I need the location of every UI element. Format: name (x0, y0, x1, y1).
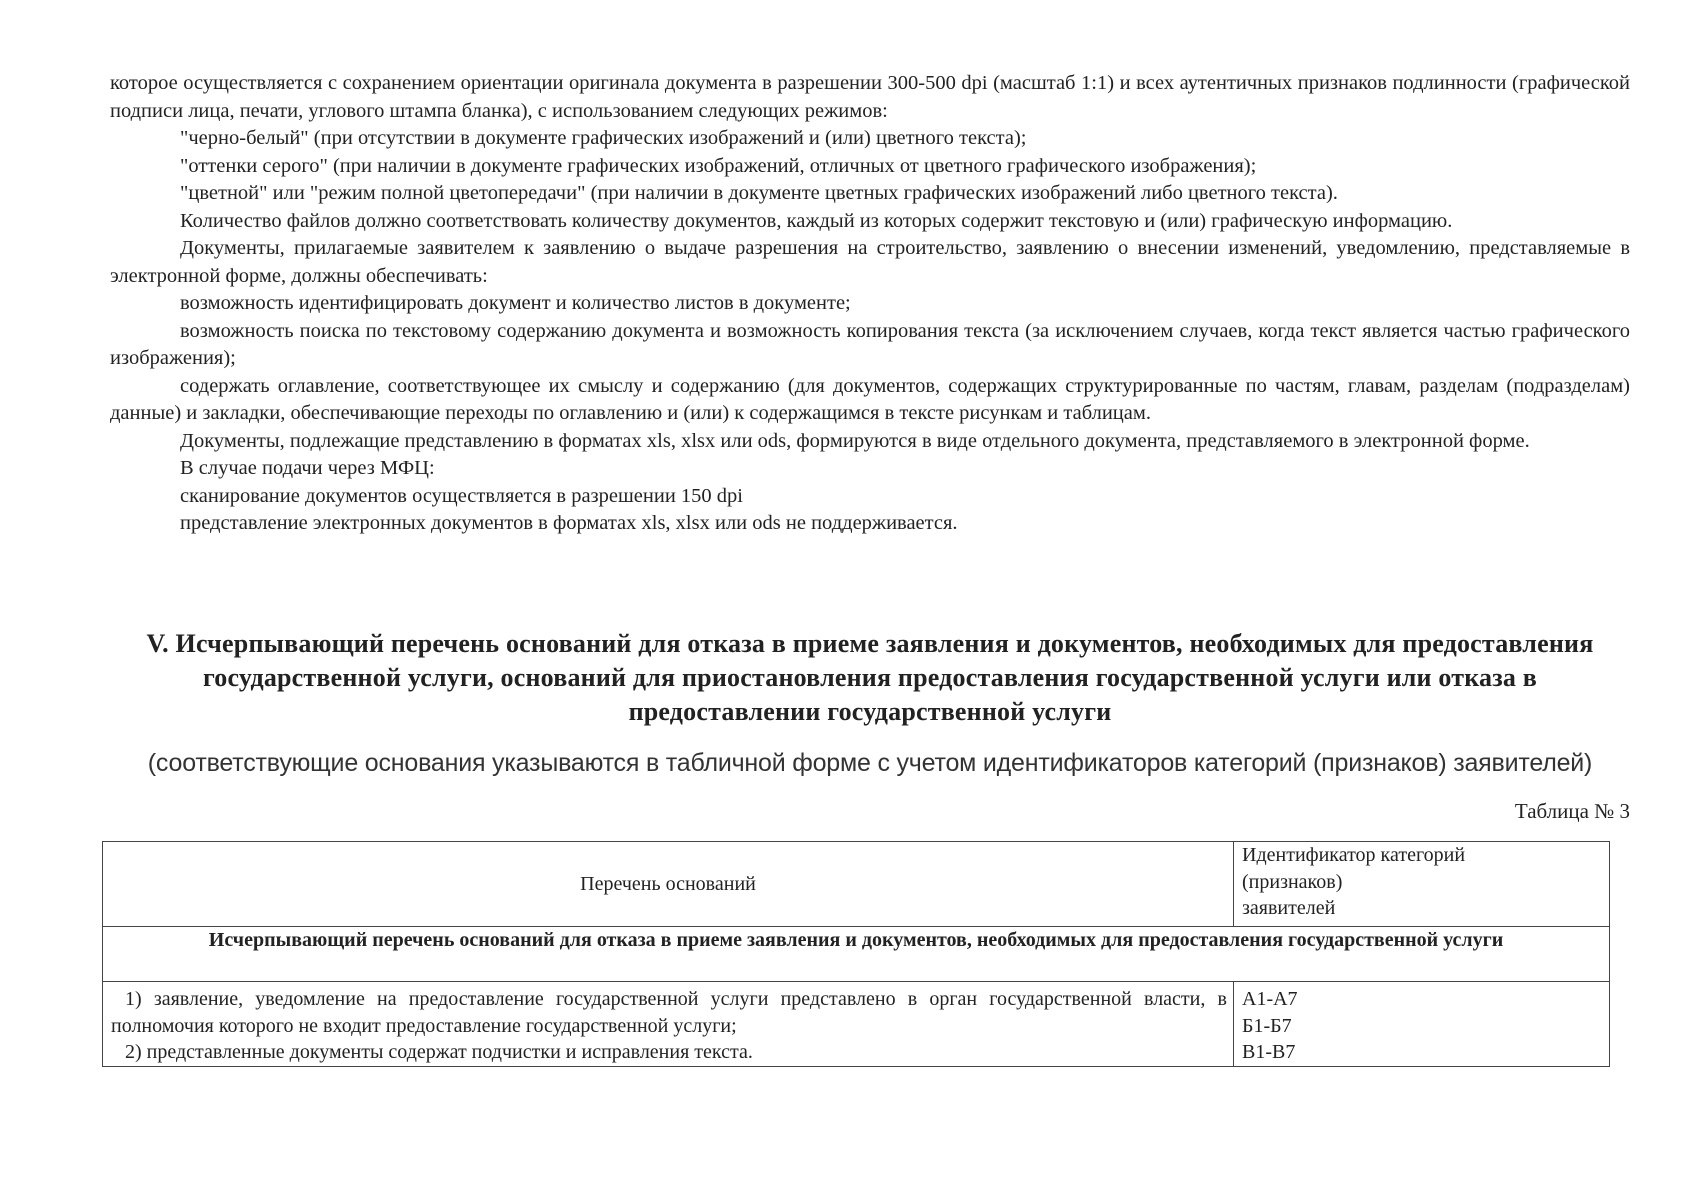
identifier-value: В1-В7 (1242, 1041, 1296, 1063)
grounds-item: 2) представленные документы содержат подчистки и исправления текста. (125, 1041, 753, 1063)
table-row (103, 982, 1610, 1067)
paragraph: "черно-белый" (при отсутствии в документе графических изображений и (или) цветного текста); (180, 127, 1027, 149)
header-identifier (1234, 842, 1610, 927)
paragraph: "оттенки серого" (при наличии в документе графических изображений, отличных от цветного графического изображения); (180, 154, 1257, 177)
table-label: Таблица № 3 (1514, 799, 1630, 823)
paragraph: представление электронных документов в форматах xls, xlsx или ods не поддерживается. (180, 512, 958, 534)
identifier-value: А1-А7 (1242, 988, 1298, 1010)
section-subheading: (соответствующие основания указываются в табличной форме с учетом идентификаторов категорий (признаков) заявителей) (147, 749, 1593, 777)
paragraph: возможность поиска по текстовому содержанию документа и возможность копирования текста (за исключением случаев, когда текст является частью графического изображения); (110, 319, 1630, 369)
header-identifier-line: заявителей (1242, 897, 1336, 919)
grounds-item: 1) заявление, уведомление на предоставление государственной услуги представлено в орган государственной власти, в полномочия которого не входит предоставление государственной услуги; (111, 988, 1227, 1037)
table-header-row (103, 842, 1610, 927)
header-identifier-line: (признаков) (1242, 870, 1343, 893)
paragraph: Документы, подлежащие представлению в форматах xls, xlsx или ods, формируются в виде отдельного документа, представляемого в электронной форме. (180, 429, 1530, 452)
grounds-cell (103, 982, 1234, 1067)
paragraph: которое осуществляется с сохранением ориентации оригинала документа в разрешении 300-500 dpi (масштаб 1:1) и всех аутентичных признаков подлинности (графической подписи лица, печати, углового штампа бланка), с использованием следующих режимов: (110, 72, 1630, 122)
table-section-row (103, 927, 1610, 982)
identifier-value: Б1-Б7 (1242, 1014, 1292, 1037)
paragraph: сканирование документов осуществляется в разрешении 150 dpi (180, 484, 743, 507)
header-identifier-line: Идентификатор категорий (1242, 844, 1466, 866)
identifier-cell (1234, 982, 1610, 1067)
paragraph: Количество файлов должно соответствовать количеству документов, каждый из которых содержит текстовую и (или) графическую информацию. (180, 209, 1453, 232)
paragraph: "цветной" или "режим полной цветопередачи" (при наличии в документе цветных графических изображений либо цветного текста). (180, 182, 1338, 204)
body-text (110, 70, 1630, 538)
section-heading: V. Исчерпывающий перечень оснований для отказа в приеме заявления и документов, необходимых для предоставления государственной услуги, оснований для приостановления предоставления государственной услуги или отказа в предоставлении государственной услуги (146, 629, 1594, 726)
paragraph: возможность идентифицировать документ и количество листов в документе; (180, 292, 851, 314)
grounds-table (102, 841, 1610, 1067)
paragraph: содержать оглавление, соответствующее их смыслу и содержанию (для документов, содержащих структурированные по частям, главам, разделам (подразделам) данные) и закладки, обеспечивающие переходы по оглавлению и (или) к содержащимся в тексте рисункам и таблицам. (110, 374, 1630, 424)
header-grounds-list: Перечень оснований (103, 842, 1234, 927)
paragraph: Документы, прилагаемые заявителем к заявлению о выдаче разрешения на строительство, заявлению о внесении изменений, уведомлению, представляемые в электронной форме, должны обеспечивать: (110, 237, 1630, 287)
paragraph: В случае подачи через МФЦ: (180, 457, 435, 479)
table-section-title: Исчерпывающий перечень оснований для отказа в приеме заявления и документов, необходимых для предоставления государственной услуги (103, 927, 1610, 982)
